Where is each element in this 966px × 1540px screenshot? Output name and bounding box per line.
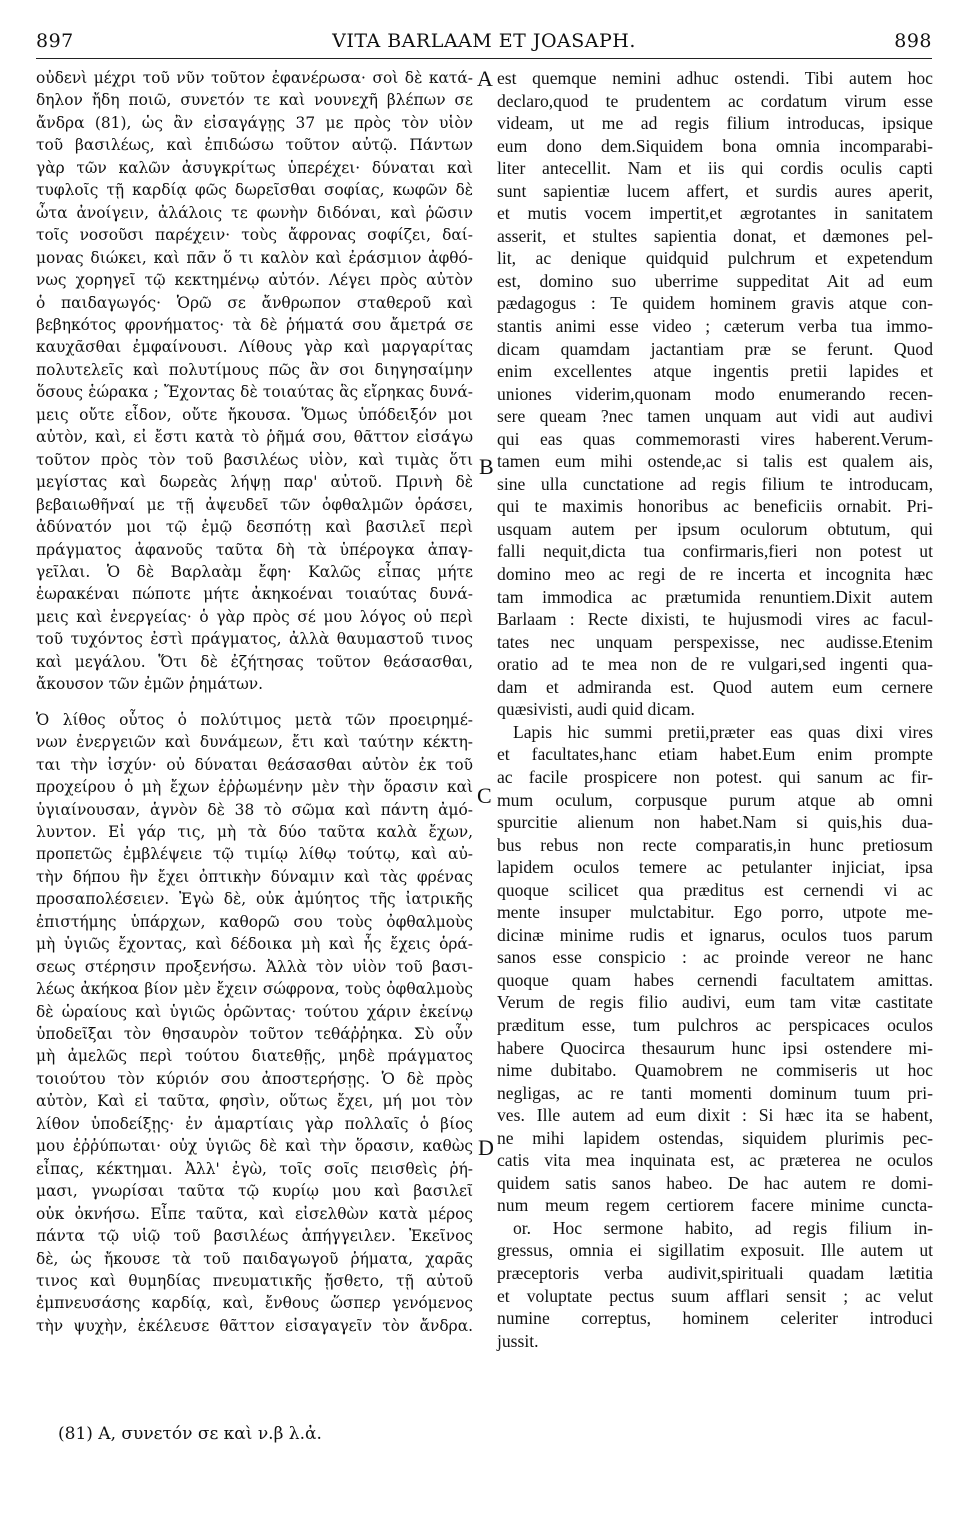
latin-text-line: videam, ut me ad regis filium introducas, ipsique <box>497 113 933 134</box>
latin-text-line: falli nequit,dicta tua confirmaris,fieri non potest ut <box>497 541 933 562</box>
footnote: (81) A, συνετόν σε καὶ ν.β λ.ἀ. <box>58 1424 322 1444</box>
greek-text-line: ὑγιαίνουσαν, ἁγνὸν δὲ 38 τὸ σῶμα καὶ πάντη ἀμό- <box>36 800 473 819</box>
latin-text-line: bus rebus non recte comparatis,in hunc pretiosum <box>497 834 933 855</box>
latin-text-line: numine correptus, hominem celeriter introduci <box>497 1308 933 1329</box>
latin-text-line: oratio ad te mea non de re vulgari,sed ingenti qua- <box>497 654 933 675</box>
latin-text-line: est, domino suo uberrime suppeditat Ait ad eum <box>497 270 933 291</box>
latin-text-line: tamen eum mihi ostende,ac si talis est qualem ais, <box>497 451 933 472</box>
greek-text-line: μονας διώκει, καὶ πᾶν ὅ τι καλὸν καὶ ἐράσμιον ἀφθό- <box>36 248 473 267</box>
section-marker-a: A <box>477 66 493 91</box>
latin-text-line: liter antecellit. Nam et iis qui cordis oculis capti <box>497 158 933 179</box>
latin-text-line: dicam quamdam jactantiam præ se ferunt. Quod <box>497 338 933 359</box>
greek-text-line: μου ἐῤῥύπωται· οὐχ ὑγιῶς δὲ καὶ τὴν ὅρασιν, καθὼς <box>36 1137 473 1156</box>
latin-text-line: habere Quocirca thesaurum hunc ipsi ostendere mi- <box>497 1037 933 1058</box>
latin-text-line: quæsivisti, audi quid dicam. <box>497 699 695 720</box>
latin-text-line: quoque quam habes cernendi facultatem amittas. <box>497 969 933 990</box>
latin-text-line: sine ulla cunctatione ad regis filium te introducam, <box>497 473 933 494</box>
greek-text-line: λυντον. Εἰ γάρ τις, μὴ τὰ δύο ταῦτα καλὰ ἔχων, <box>36 822 473 841</box>
greek-text-line: λέως ἀκήκοα βίον μὲν ἔχειν σώφρονα, τοὺς ὀφθαλμοὺς <box>36 980 473 999</box>
greek-text-line: λίθον ὑποδείξῃς· ἐν ἁμαρτίαις γὰρ πολλαῖς ὁ βίος <box>36 1114 473 1133</box>
greek-text-line: πράγματος ἀφανοῦς ταῦτα δὴ τὰ ὑπέρογκα ἀπαγ- <box>36 540 473 559</box>
latin-text-line: et mutis vocem impertit,et ægrotantes in sanitatem <box>497 203 933 224</box>
latin-text-line: sunt sapientiæ lucem affert, et surdis aures aperit, <box>497 180 933 201</box>
greek-text-line: μεις καὶ ἐνεργείας· ὁ γὰρ πρὸς σέ μου λόγος οὐ περὶ <box>36 607 473 626</box>
greek-text-line: τὴν ψυχὴν, ἐκέλευσε θᾶττον εἰσαγαγεῖν τὸν ἄνδρα. <box>36 1316 473 1335</box>
greek-text-line: ἄκουσον τῶν ἐμῶν ῥημάτων. <box>36 675 264 694</box>
latin-text-line: dicinæ minime rudis et ignarus, oculos tuos parum <box>497 924 933 945</box>
greek-text-line: καὶ μεγάλου. Ὅτι δὲ ἐζήτησας τοῦτον θεάσασθαι, <box>36 652 473 671</box>
latin-text-line: sanos esse conspicio : ac proinde vereor ne hanc <box>497 947 933 968</box>
greek-text-line: προχείρου ὁ μὴ ἔχων ἐῤῥωμένην μὲν τὴν ὅρασιν καὶ <box>36 778 473 797</box>
greek-text-line: τινος καὶ θυμηδίας πνευματικῆς ᾔσθετο, τῇ αὐτοῦ <box>36 1272 473 1291</box>
greek-text-line: μεγίστας καὶ δωρεὰς λήψῃ παρ' αὐτοῦ. Πρινὴ δὲ <box>36 473 473 492</box>
page-number-right: 898 <box>894 30 932 52</box>
latin-text-line: præceptoris verba audivit,spirituali quadam lætitia <box>497 1262 933 1283</box>
latin-text-line: num meum regem certiorem facere minime cuncta- <box>497 1195 933 1216</box>
latin-text-line: Verum de regis filio audivi, eum tam vitæ castitate <box>497 992 933 1013</box>
latin-text-line: or. Hoc sermone habito, ad regis filium in- <box>513 1217 933 1238</box>
greek-text-line: πάντα τῷ υἱῷ τοῦ βασιλέως ἀπήγγειλεν. Ἐκεῖνος <box>36 1227 473 1246</box>
greek-text-line: εἶπας, κέκτημαι. Ἀλλ' ἐγὼ, τοῖς σοῖς πεισθεὶς ῥή- <box>36 1159 473 1178</box>
greek-text-line: ἑωρακέναι πώποτε μήτε ἀκηκοέναι τοιαύτας δυνά- <box>36 585 473 604</box>
greek-text-line: ἀδύνατόν μοι τῷ ἐμῷ δεσπότῃ καὶ βασιλεῖ περὶ <box>36 518 473 537</box>
latin-text-line: spurcitie alienum non habet.Nam si quis,his dua- <box>497 812 933 833</box>
latin-text-line: uniones viderim,quonam modo enumerando recen- <box>497 383 933 404</box>
greek-text-line: προπετῶς ἐμβλέψειε τῷ τιμίῳ λίθῳ τούτῳ, καὶ αὐ- <box>36 845 473 864</box>
greek-text-line: γὰρ τῶν καλῶν ἀσυγκρίτως ὑπερέχει· δύναται καὶ <box>36 158 473 177</box>
greek-text-line: οὐδενὶ μέχρι τοῦ νῦν τοῦτον ἐφανέρωσα· σοὶ δὲ κατά- <box>36 69 473 87</box>
greek-text-line: τοῦ τυχόντος ἐστὶ πράγματος, ἀλλὰ θαυμαστοῦ τινος <box>36 630 473 649</box>
greek-text-line: δὲ, ὡς ἤκουσε τὰ τοῦ παιδαγωγοῦ ῥήματα, χαρᾶς <box>36 1249 473 1268</box>
latin-text-line: ves. Ille autem ad eum dixit : Si hæc ita se habent, <box>497 1105 933 1126</box>
latin-text-line: lapidem oculos temere ac petulanter injiciat, ipsa <box>497 857 933 878</box>
latin-text-line: enim excellentes atque ingentis pretii lapides et <box>497 361 933 382</box>
latin-text-line: est quemque nemini adhuc ostendi. Tibi autem hoc <box>497 68 933 88</box>
greek-text-line: τοῦτον πρὸς τὸν τοῦ βασιλέως υἱὸν, καὶ τιμὰς ὅτι <box>36 450 473 469</box>
page-number-left: 897 <box>36 30 74 52</box>
latin-text-line: domino meo ac regi de re incerta et incognita hæc <box>497 564 933 585</box>
greek-text-line: μασι, γνωρίσαι ταῦτα τῷ κυρίῳ μου καὶ βασιλεῖ <box>36 1182 473 1201</box>
latin-text-line: Barlaam : Recte dixisti, te hujusmodi vires ac facul- <box>497 609 933 630</box>
greek-text-line: γεῖλαι. Ὁ δὲ Βαρλαὰμ ἔφη· Καλῶς εἶπας μήτε <box>36 562 473 581</box>
latin-text-line: et voluptate pectus suum afflari sensit ; ac velut <box>497 1285 933 1306</box>
latin-text-line: ne mihi lapidem ostendas, siquidem plurimis pec- <box>497 1127 933 1148</box>
greek-text-line: δηλον ἤδη ποιῶ, συνετόν τε καὶ νουνεχῆ βλέπων σε <box>36 91 473 110</box>
greek-text-line: προσαπολέσειεν. Ἐγὼ δὲ, οὐκ ἀμύητος τῆς ἰατρικῆς <box>36 890 473 909</box>
latin-text-line: dam et admiranda est. Quod autem eum cernere <box>497 676 933 697</box>
latin-text-line: usquam autem per ipsum oculorum obtutum, qui <box>497 518 933 539</box>
greek-text-line: ἐμπνευσάσης καρδίᾳ, καὶ, ἔνθους ὥσπερ γενόμενος <box>36 1294 473 1313</box>
greek-text-line: σεως στέρησιν προξενήσω. Ἀλλὰ τὸν υἱὸν τοῦ βασι- <box>36 957 473 976</box>
greek-text-line: μὴ ὑγιῶς ἔχοντας, καὶ δέδοικα μὴ καὶ ἧς ἔχεις ὁρά- <box>36 935 473 954</box>
paragraph-gap <box>36 696 473 709</box>
greek-text-line: Ὁ λίθος οὗτος ὁ πολύτιμος μετὰ τῶν προειρημέ- <box>36 710 473 729</box>
latin-text-line: quoque scilicet qua præditus est cernendi vi ac <box>497 879 933 900</box>
section-marker-d: D <box>478 1135 494 1160</box>
latin-text-line: stantis animi esse video ; cæterum verba tua immo- <box>497 316 933 337</box>
greek-text-line: δὲ ὡραίους καὶ ὑγιῶς ὁρῶντας· τούτου χάριν ἐκείνῳ <box>36 1002 473 1021</box>
section-marker-c: C <box>477 783 492 808</box>
greek-text-line: πολυτελεῖς καὶ πολυτίμους πῶς ἂν σοι διηγησαίμην <box>36 360 473 379</box>
greek-text-line: βεβηκότος φρονήματος· τὰ δὲ ῥήματά σου ἄμετρά σε <box>36 315 473 334</box>
latin-text-line: catis vita mea inquinata est, ac præterea ne oculos <box>497 1150 933 1171</box>
latin-text-line: lit, ac denique quidquid pulchrum et expetendum <box>497 248 933 269</box>
latin-text-line: tam immodica ac prætumida renuntiem.Dixit autem <box>497 586 933 607</box>
latin-text-line: negligas, ac re tanti momenti dominum tuum pri- <box>497 1082 933 1103</box>
header-rule <box>36 58 932 59</box>
greek-text-line: καυχᾶσθαι ἐμφαίνουσι. Λίθους γὰρ καὶ μαργαρίτας <box>36 338 473 357</box>
latin-text-line: gressus, omnia ei sigillatim exposuit. Ille autem ut <box>497 1240 933 1261</box>
greek-column <box>36 67 473 1337</box>
latin-text-line: declaro,quod te prudentem ac cordatum virum esse <box>497 90 933 111</box>
latin-text-line: mum oculum, corpusque purum atque ab omni <box>497 789 933 810</box>
section-marker-b: B <box>479 454 494 479</box>
latin-text-line: quidem satis sanos habeo. De hac autem re domi- <box>497 1172 933 1193</box>
greek-text-line: ται τὴν ἰσχύν· οὐ δύναται θεάσασθαι αὐτὸν ἐκ τοῦ <box>36 755 473 774</box>
latin-text-line: ac facile prospicere non potest. qui sanum ac fir- <box>497 766 933 787</box>
greek-text-line: μὴ ἀμελῶς περὶ τούτου διατεθῇς, μηδὲ πράγματος <box>36 1047 473 1066</box>
latin-text-line: nime dubitabo. Quamobrem ne commiseris ut hoc <box>497 1060 933 1081</box>
greek-text-line: τυφλοῖς τῇ καρδίᾳ φῶς δωρεῖσθαι σοφίας, κωφῶν δὲ <box>36 181 473 200</box>
greek-text-line: ὑποδεῖξαι τὸν θησαυρὸν τοῦτον τεθάῤῥηκα. Σὺ οὖν <box>36 1025 473 1044</box>
latin-text-line: tates nec unquam perspexisse, nec audisse.Etenim <box>497 631 933 652</box>
greek-text-line: τὴν δήπου ἣν ἔχει ὀπτικὴν δύναμιν καὶ τὰς φρένας <box>36 867 473 886</box>
greek-text-line: αὐτὸν, καὶ, εἰ ἔστι κατὰ τὸ ῥῆμά σου, θᾶττον εἰσάγω <box>36 428 473 447</box>
greek-text-line: ὦτα ἀνοίγειν, ἀλάλοις τε φωνὴν διδόναι, καὶ ῥῶσιν <box>36 203 473 222</box>
latin-text-line: eum dono dem.Siquidem bona omnia incomparabi- <box>497 135 933 156</box>
greek-text-line: τοιούτου τὸν κύριόν σου ἀποστερήσῃς. Ὁ δὲ πρὸς <box>36 1069 473 1088</box>
greek-text-line: νων ἐνεργειῶν καὶ δυνάμεων, ἔτι καὶ ταύτην κέκτη- <box>36 733 473 752</box>
greek-text-line: ὁ παιδαγωγός· Ὁρῶ σε ἄνθρωπον σταθεροῦ καὶ <box>36 293 473 312</box>
latin-text-line: et facultates,hanc etiam habet.Eum enim prompte <box>497 744 933 765</box>
greek-text-line: ὅσους ἑώρακα ; Ἔχοντας δὲ τοιαύτας ἃς εἴρηκας δυνά- <box>36 383 473 402</box>
greek-text-line: βεβαιωθῆναί με τῇ ἀψευδεῖ τῶν ὀφθαλμῶν ὁράσει, <box>36 495 473 514</box>
latin-text-line: qui eas quas commemorasti vires haberent.Verum- <box>497 428 933 449</box>
greek-text-line: τοῖς νοσοῦσι παρέχειν· τοὺς ἄφρονας σοφίζει, δαί- <box>36 226 473 245</box>
greek-text-line: ἐπιστήμης ὑπάρχων, καθορῶ σου τοὺς ὀφθαλμοὺς <box>36 912 473 931</box>
running-title: VITA BARLAAM ET JOASAPH. <box>332 30 636 52</box>
greek-text-line: νως χορηγεῖ τῷ κεκτημένῳ αὐτόν. Λέγει πρὸς αὐτὸν <box>36 271 473 290</box>
latin-text-line: jussit. <box>497 1330 539 1351</box>
latin-text-line: Lapis hic summi pretii,præter eas quas dixi vires <box>513 721 933 742</box>
greek-text-line: ἄνδρα (81), ὡς ἂν εἰσαγάγῃς 37 με πρὸς τὸν υἱὸν <box>36 113 473 132</box>
latin-text-line: mente insuper mulctabitur. Ego porro, utpote me- <box>497 902 933 923</box>
latin-text-line: qui te maximis honoribus ac beneficiis ornabit. Pri- <box>497 496 933 517</box>
latin-text-line: pædagogus : Te quidem hominem gravis atque con- <box>497 293 933 314</box>
greek-text-line: οὐκ ὀκνήσω. Εἶπε ταῦτα, καὶ εἰσελθὼν κατὰ μέρος <box>36 1204 473 1223</box>
greek-text-line: τοῦ βασιλέως, καὶ ἐπιδώσω τοῦτον αὐτῷ. Πάντων <box>36 136 473 155</box>
page-header <box>36 30 932 56</box>
greek-text-line: μεις οὔτε εἶδον, οὔτε ἤκουσα. Ὅμως ὑπόδειξόν μοι <box>36 405 473 424</box>
latin-column <box>497 67 933 1352</box>
latin-text-line: sere queam ?nec tamen unquam aut vidi aut audivi <box>497 406 933 427</box>
latin-text-line: præditum esse, tum pulchros ac perspicaces oculos <box>497 1014 933 1035</box>
latin-text-line: asserit, et stultes sapientia donat, et dæmones pel- <box>497 225 933 246</box>
greek-text-line: αὐτὸν, Καὶ εἰ ταῦτα, φησὶν, οὕτως ἔχει, μή μοι τὸν <box>36 1092 473 1111</box>
